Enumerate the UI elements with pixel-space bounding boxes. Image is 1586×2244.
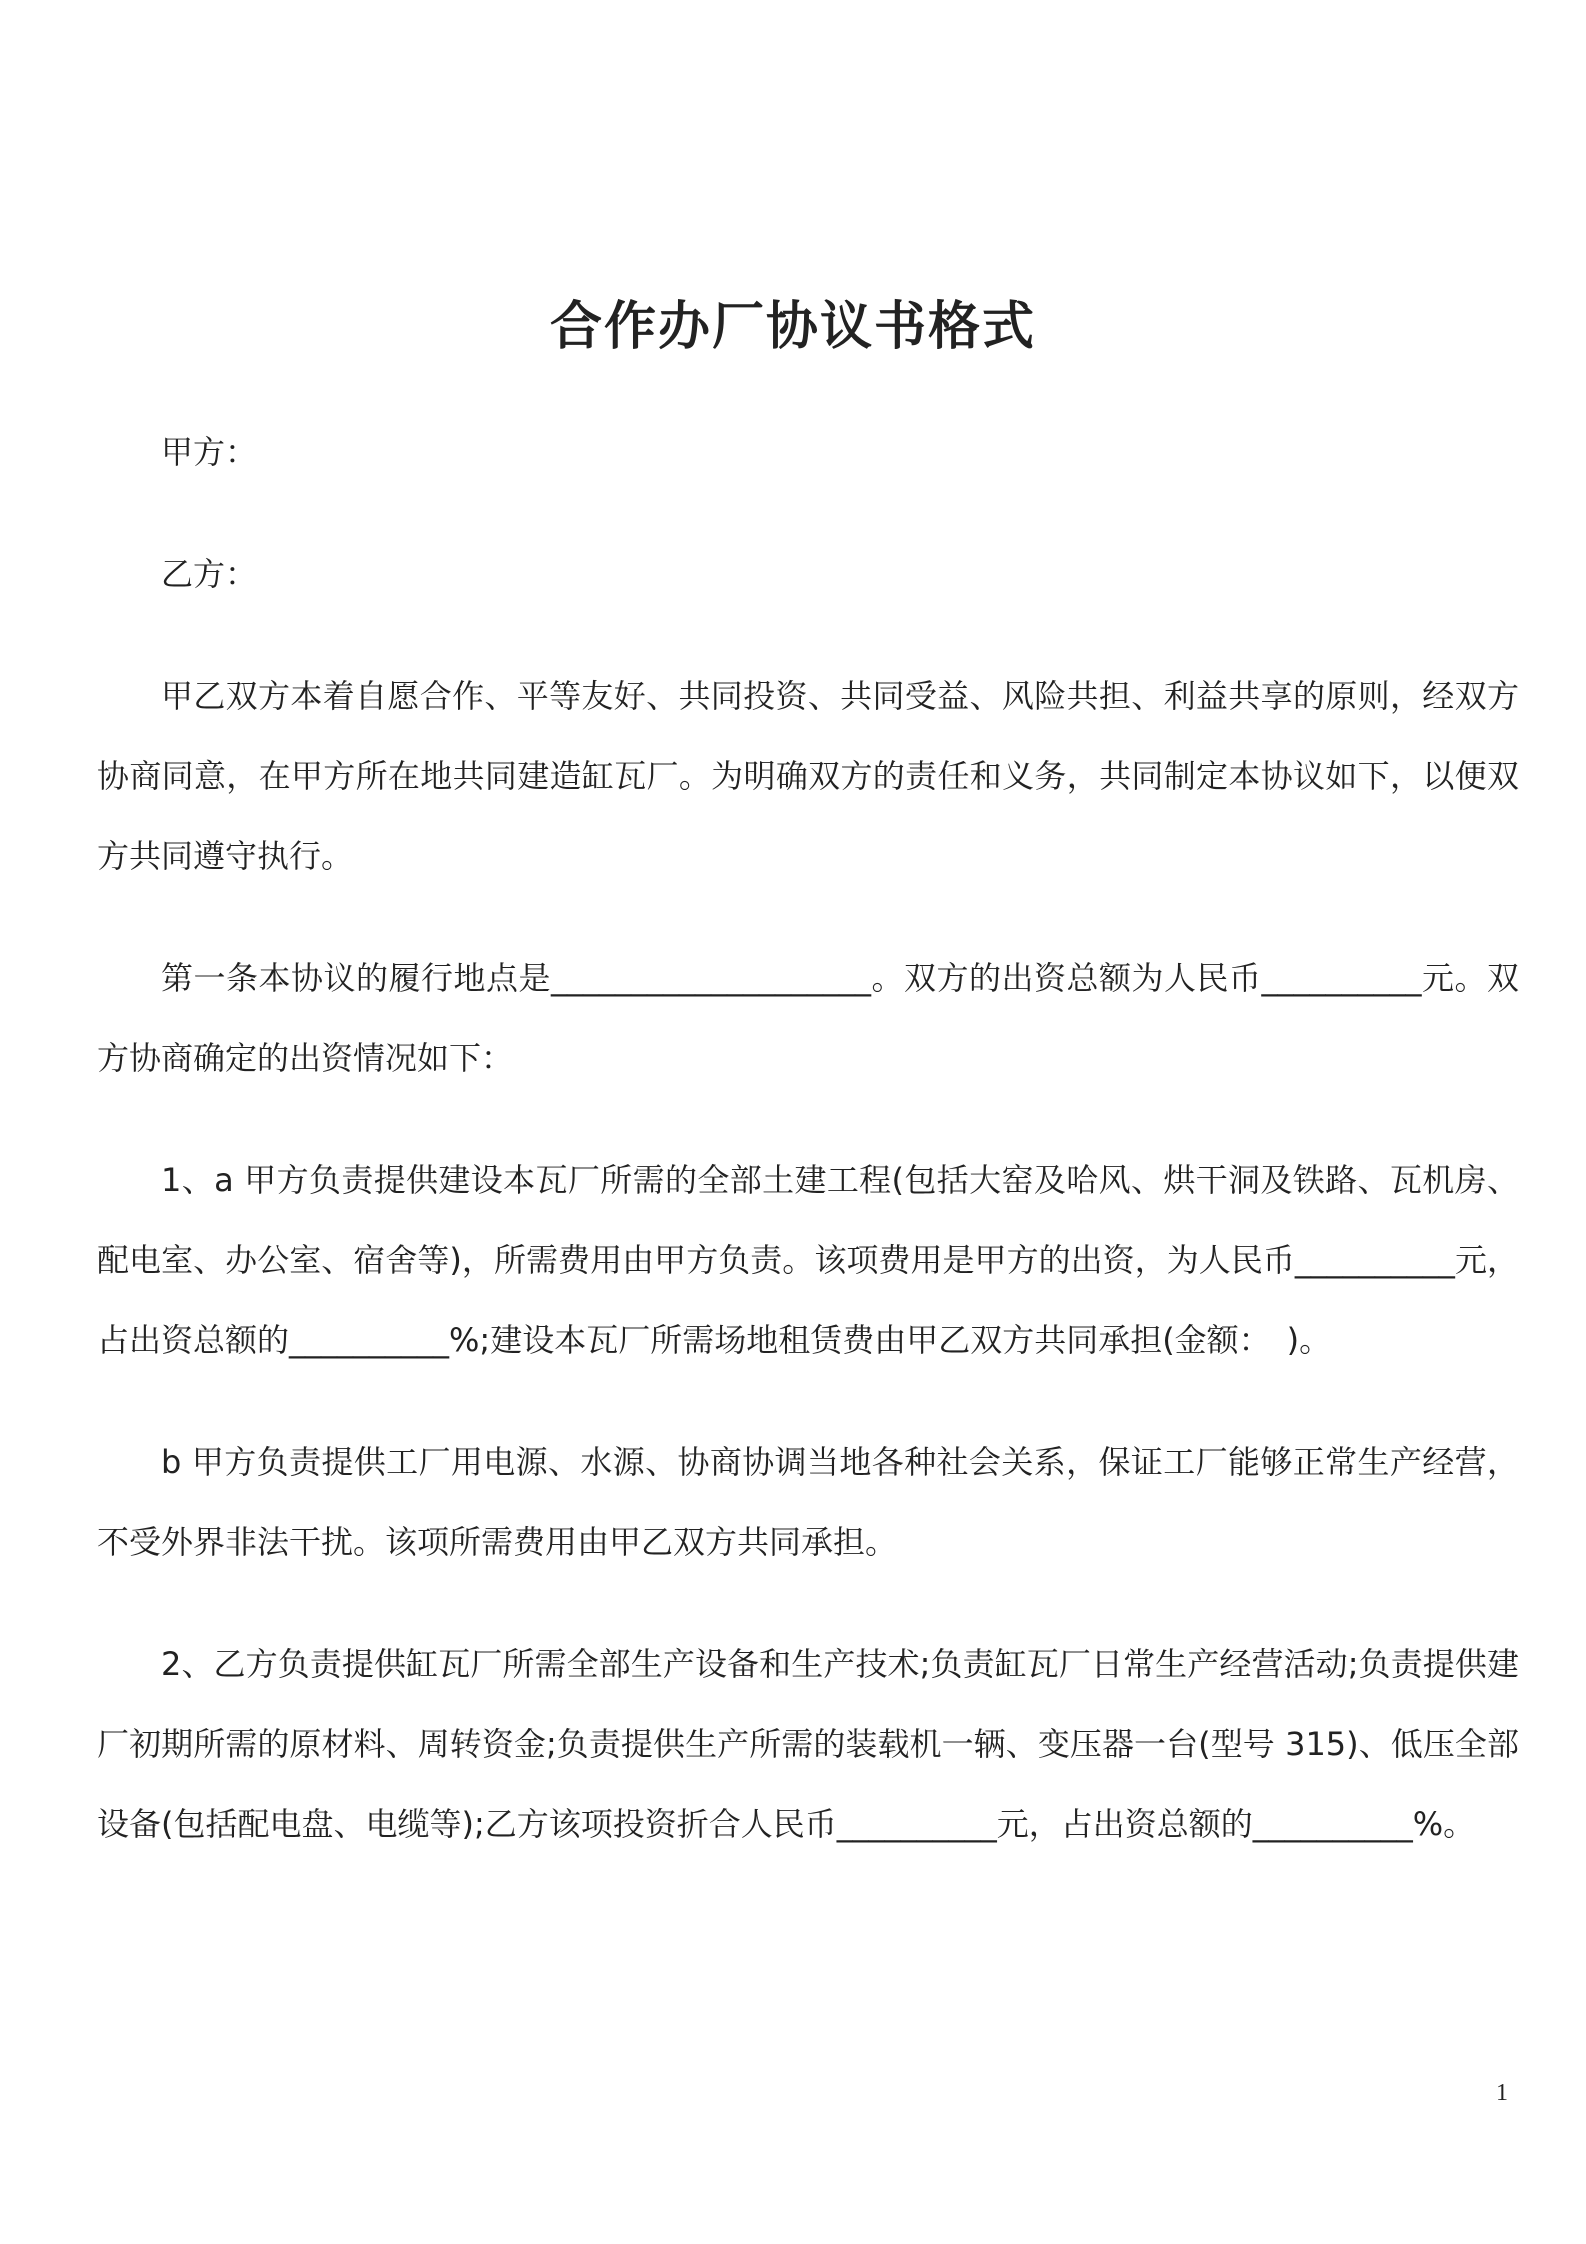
article-1-paragraph: 第一条本协议的履行地点是____________________。双方的出资总额为人民币__________元。双方协商确定的出资情况如下： [97,959,1519,1077]
party-b-line: 乙方： [161,555,258,593]
document-body [97,412,1519,1864]
clause-1b-paragraph: b 甲方负责提供工厂用电源、水源、协商协调当地各种社会关系，保证工厂能够正常生产经营，不受外界非法干扰。该项所需费用由甲乙双方共同承担。 [97,1443,1519,1561]
preamble-paragraph: 甲乙双方本着自愿合作、平等友好、共同投资、共同受益、风险共担、利益共享的原则，经双方协商同意，在甲方所在地共同建造缸瓦厂。为明确双方的责任和义务，共同制定本协议如下，以便双方共同遵守执行。 [97,677,1519,875]
clause-2-paragraph: 2、乙方负责提供缸瓦厂所需全部生产设备和生产技术;负责缸瓦厂日常生产经营活动;负责提供建厂初期所需的原材料、周转资金;负责提供生产所需的装载机一辆、变压器一台(型号 315)、低压全部设备(包括配电盘、电缆等);乙方该项投资折合人民币__________元，占出资总额的__________%。 [97,1645,1519,1843]
document-title: 合作办厂协议书格式 [549,296,1036,357]
page-number: 1 [1496,2080,1508,2106]
party-a-line: 甲方： [161,433,258,471]
clause-1a-paragraph: 1、a 甲方负责提供建设本瓦厂所需的全部土建工程(包括大窑及哈风、烘干洞及铁路、瓦机房、配电室、办公室、宿舍等)，所需费用由甲方负责。该项费用是甲方的出资，为人民币__________元，占出资总额的__________%;建设本瓦厂所需场地租赁费由甲乙双方共同承担(金额： )。 [97,1161,1519,1359]
